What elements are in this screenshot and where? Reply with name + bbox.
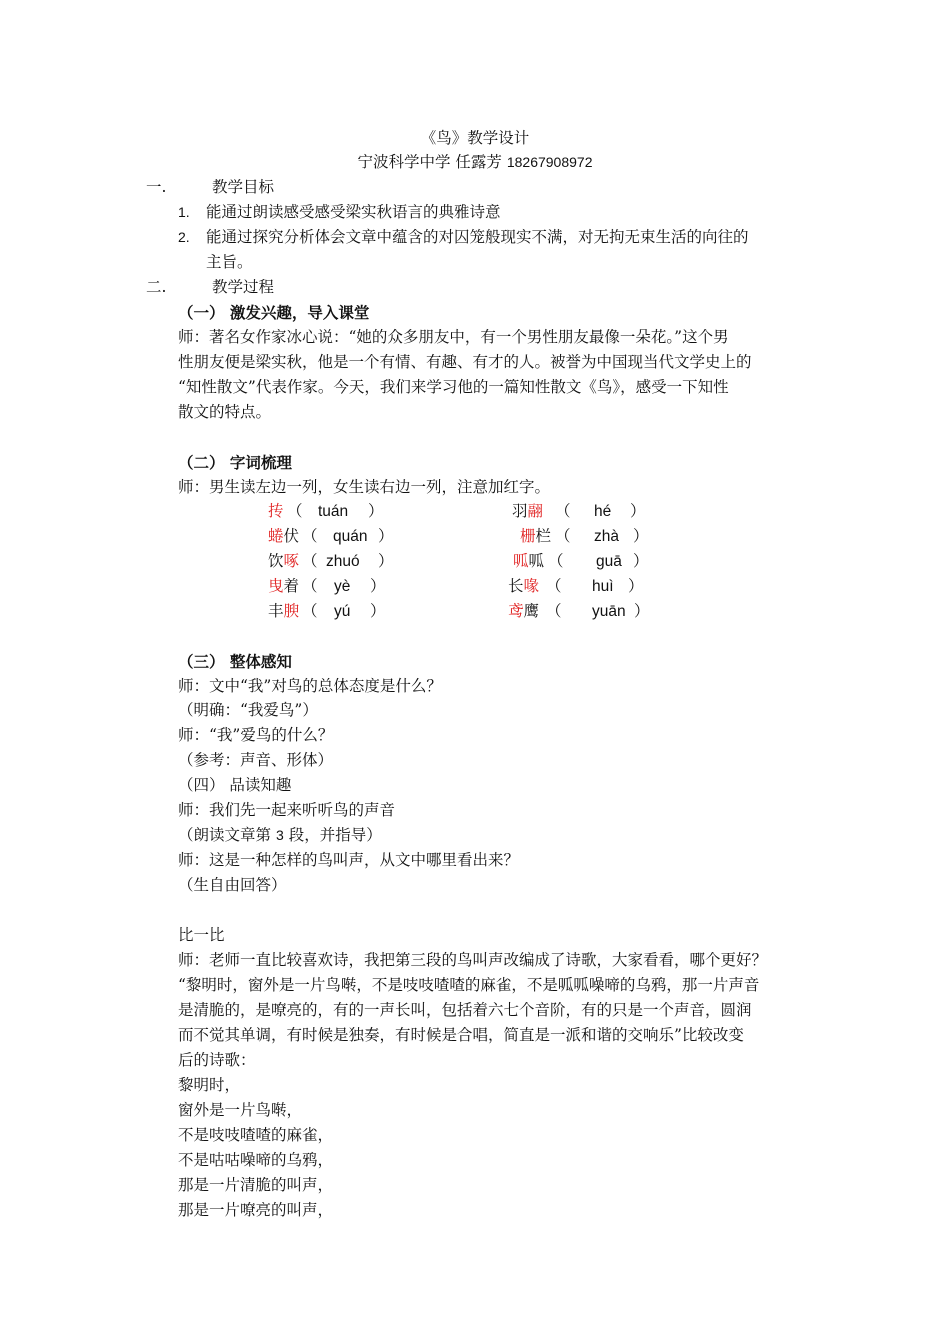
pinyin-left-0: tuán	[318, 503, 349, 520]
paren-open: （	[555, 527, 571, 545]
part4-heading-inline: （四） 品读知趣	[178, 776, 292, 794]
pinyin-left-1: quán	[333, 528, 368, 545]
goal-1-text: 能通过朗读感受感受梁实秋语言的典雅诗意	[206, 203, 501, 221]
poem-line-5: 那是一片清脆的叫声，	[178, 1176, 334, 1194]
paren-open: （	[302, 527, 318, 545]
vocab-right-1: 栅栏	[520, 527, 552, 545]
paren-open: （	[302, 552, 318, 570]
paren-close: ）	[378, 552, 394, 570]
part1-line-1: 师：著名女作家冰心说：“她的众多朋友中，有一个男性朋友最像一朵花。”这个男	[178, 328, 729, 346]
author-name: 宁波科学中学 任露芳	[357, 153, 507, 171]
part3-line-3: 师：“我”爱鸟的什么？	[178, 726, 334, 744]
section1-number: 一.	[146, 178, 167, 196]
part3-line-8: 师：这是一种怎样的鸟叫声，从文中哪里看出来？	[178, 851, 520, 869]
section2-heading: 教学过程	[212, 278, 275, 296]
part3-line-1: 师：文中“我”对鸟的总体态度是什么？	[178, 677, 442, 695]
pinyin-right-2: guā	[596, 553, 622, 570]
author-line	[0, 150, 950, 175]
paren-close: ）	[370, 577, 386, 595]
part3-line-7: （朗读文章第 3 段，并指导）	[178, 826, 382, 844]
vocab-right-4: 鸢鹰	[508, 602, 540, 620]
paren-close: ）	[370, 602, 386, 620]
goal-2-text: 能通过探究分析体会文章中蕴含的对囚笼般现实不满，对无拘无束生活的向往的	[206, 228, 749, 246]
pinyin-right-0: hé	[594, 503, 612, 520]
paren-open: （	[546, 602, 562, 620]
paren-close: ）	[630, 502, 646, 520]
paren-open: （	[287, 502, 303, 520]
paren-open: （	[555, 502, 571, 520]
vocab-left-2: 饮啄	[268, 552, 300, 570]
pinyin-left-3: yè	[334, 578, 351, 595]
part1-line-4: 散文的特点。	[178, 403, 272, 421]
compare-line-4: 而不觉其单调，有时候是独奏，有时候是合唱，简直是一派和谐的交响乐”比较改变	[178, 1026, 744, 1044]
author-phone: 18267908972	[506, 154, 593, 170]
poem-line-3: 不是吱吱喳喳的麻雀，	[178, 1126, 334, 1144]
vocab-left-4: 丰腴	[268, 602, 300, 620]
part1-line-2: 性朋友便是梁实秋，他是一个有情、有趣、有才的人。被誉为中国现当代文学史上的	[178, 353, 752, 371]
paren-open: （	[302, 602, 318, 620]
compare-line-1: 师：老师一直比较喜欢诗，我把第三段的鸟叫声改编成了诗歌，大家看看，哪个更好？	[178, 951, 768, 969]
paren-close: ）	[634, 602, 650, 620]
pinyin-left-2: zhuó	[326, 553, 360, 570]
paren-close: ）	[633, 552, 649, 570]
part2-heading: （二） 字词梳理	[178, 453, 292, 472]
goal-1-number: 1.	[178, 204, 190, 220]
vocab-right-2: 呱呱	[513, 552, 545, 570]
section2-number: 二.	[146, 278, 167, 296]
part3-line-9: （生自由回答）	[178, 876, 287, 894]
paren-close: ）	[368, 502, 384, 520]
compare-line-5: 后的诗歌：	[178, 1051, 256, 1069]
part3-line-6: 师：我们先一起来听听鸟的声音	[178, 801, 396, 819]
section1-heading: 教学目标	[212, 178, 275, 196]
goal-2-number: 2.	[178, 229, 190, 245]
paren-open: （	[548, 552, 564, 570]
poem-line-2: 窗外是一片鸟啭，	[178, 1101, 303, 1119]
compare-line-3: 是清脆的，是嘹亮的，有的一声长叫，包括着六七个音阶，有的只是一个声音，圆润	[178, 1001, 752, 1019]
vocab-left-3: 曳着	[268, 577, 300, 595]
pinyin-right-4: yuān	[592, 603, 626, 620]
vocab-left-0: 抟	[268, 502, 284, 520]
poem-line-1: 黎明时，	[178, 1076, 241, 1094]
compare-line-2: “黎明时，窗外是一片鸟啭，不是吱吱喳喳的麻雀，不是呱呱噪啼的乌鸦，那一片声音	[178, 976, 760, 994]
vocab-right-0: 羽翮	[512, 502, 544, 520]
compare-heading: 比一比	[178, 926, 225, 944]
paren-close: ）	[628, 577, 644, 595]
part1-line-3: “知性散文”代表作家。今天，我们来学习他的一篇知性散文《鸟》，感受一下知性	[178, 378, 729, 396]
paren-close: ）	[633, 527, 649, 545]
paren-open: （	[302, 577, 318, 595]
goal-2-text-cont: 主旨。	[206, 253, 253, 271]
poem-line-4: 不是咕咕噪啼的乌鸦，	[178, 1151, 334, 1169]
poem-line-6: 那是一片嘹亮的叫声，	[178, 1201, 334, 1219]
part3-heading: （三） 整体感知	[178, 652, 292, 671]
vocab-right-3: 长喙	[508, 577, 540, 595]
document-title: 《鸟》教学设计	[420, 129, 530, 147]
pinyin-right-1: zhà	[594, 528, 619, 545]
part3-line-4: （参考：声音、形体）	[178, 751, 334, 769]
pinyin-left-4: yú	[334, 603, 351, 620]
part3-line-2: （明确：“我爱鸟”）	[178, 701, 318, 719]
part2-intro: 师：男生读左边一列，女生读右边一列，注意加红字。	[178, 478, 551, 496]
vocab-left-1: 蜷伏	[268, 527, 300, 545]
paren-open: （	[546, 577, 562, 595]
paren-close: ）	[378, 527, 394, 545]
part1-heading: （一） 激发兴趣，导入课堂	[178, 303, 370, 322]
pinyin-right-3: huì	[592, 578, 614, 595]
